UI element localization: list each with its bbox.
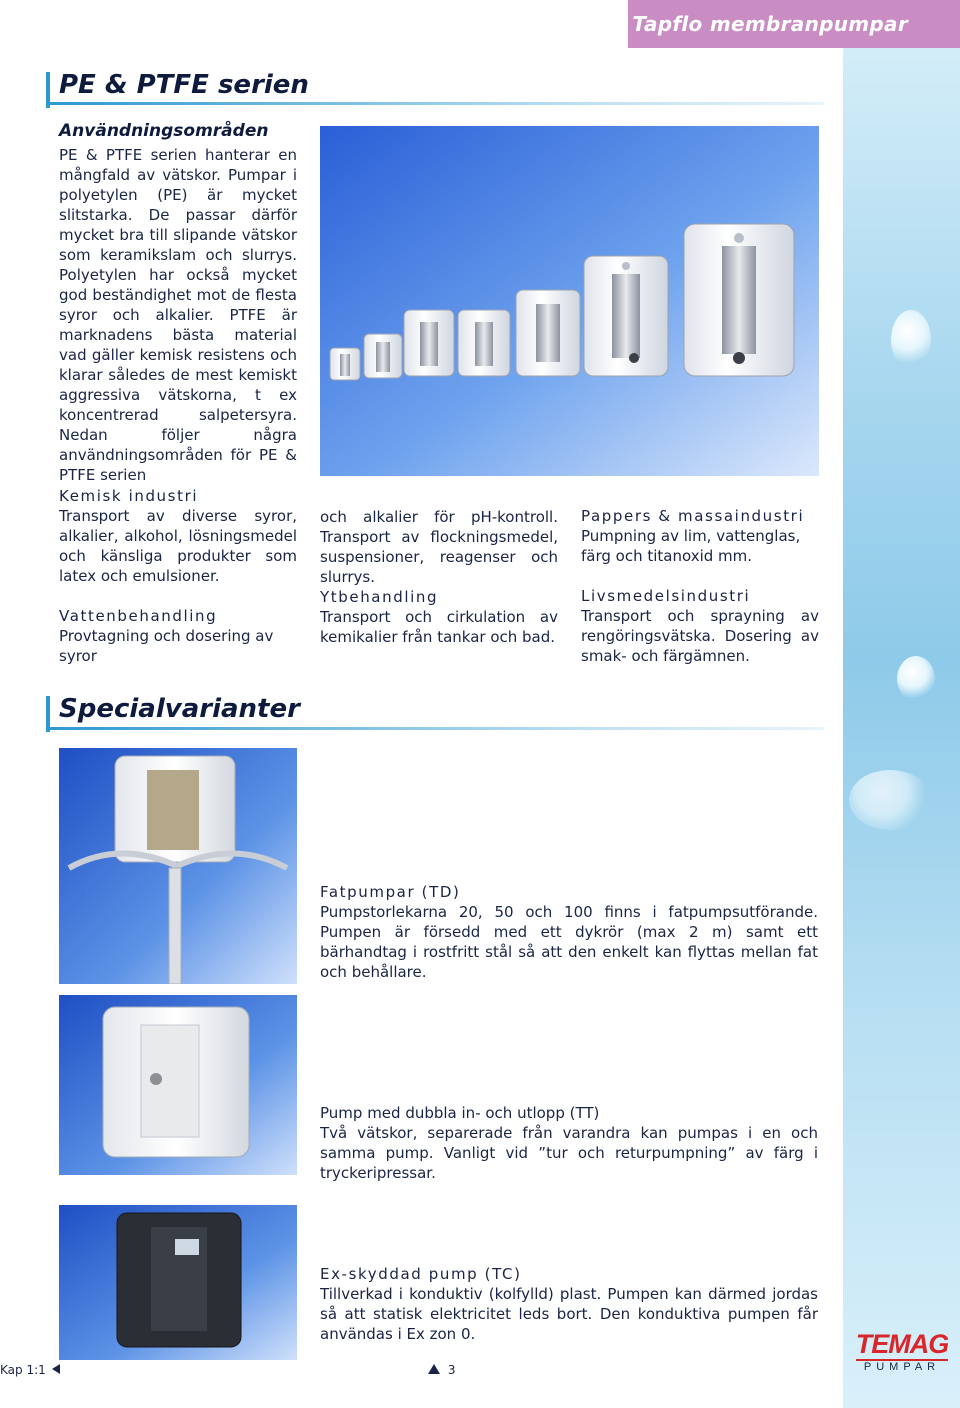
industry-block-livsmedel bbox=[581, 586, 819, 666]
industry-label: Livsmedelsindustri bbox=[581, 587, 751, 605]
industry-label: Vattenbehandling bbox=[59, 607, 218, 625]
page-number-value: 3 bbox=[447, 1363, 456, 1377]
header-band bbox=[628, 0, 960, 48]
industry-label: Pappers & massaindustri bbox=[581, 507, 805, 525]
industry-text: Pumpning av lim, vattenglas, färg och titanoxid mm. bbox=[581, 527, 801, 565]
variant-label: Fatpumpar (TD) bbox=[320, 883, 461, 901]
temag-logo bbox=[852, 1330, 952, 1376]
header-title: Tapflo membranpumpar bbox=[632, 12, 908, 36]
double-port-pump-photo bbox=[59, 995, 297, 1175]
pump-lineup-photo bbox=[320, 126, 819, 476]
chapter-link[interactable] bbox=[0, 1363, 60, 1377]
industry-block-yt bbox=[320, 587, 558, 647]
variant-block-tc bbox=[320, 1264, 818, 1344]
triangle-up-icon bbox=[428, 1364, 440, 1374]
ex-protected-pump-photo bbox=[59, 1205, 297, 1360]
industry-text: Transport och cirkulation av kemikalier från tankar och bad. bbox=[320, 608, 558, 646]
industry-text: Provtagning och dosering av syror bbox=[59, 627, 274, 665]
variant-text: Tillverkad i konduktiv (kolfylld) plast. Pumpen kan därmed jordas så att statisk elektricitet leds bort. Den konduktiva pumpen får användas i Ex zon 0. bbox=[320, 1285, 818, 1343]
pump-lineup-illustration bbox=[320, 126, 819, 476]
logo-wordmark: TEMAG bbox=[855, 1329, 949, 1359]
variant-block-td bbox=[320, 882, 818, 982]
variant-text: Pumpstorlekarna 20, 50 och 100 finns i fatpumpsutförande. Pumpen är försedd med ett dykrör (max 2 m) samt ett bärhandtag i rostfritt stål så att den enkelt kan flyttas mellan fat och behållare. bbox=[320, 903, 818, 981]
chapter-label: Kap 1:1 bbox=[0, 1363, 46, 1377]
logo-subtitle: PUMPAR bbox=[863, 1361, 941, 1373]
title-underline bbox=[46, 727, 824, 730]
industry-text: Transport och sprayning av rengöringsvätska. Dosering av smak- och färgämnen. bbox=[581, 607, 819, 665]
industry-label: Ytbehandling bbox=[320, 588, 439, 606]
industry-label: Kemisk industri bbox=[59, 487, 199, 505]
section-title: Specialvarianter bbox=[59, 694, 300, 724]
variant-label: Ex-skyddad pump (TC) bbox=[320, 1265, 522, 1283]
industry-block-pappers bbox=[581, 506, 819, 566]
intro-paragraph: PE & PTFE serien hanterar en mångfald av vätskor. Pumpar i polyetylen (PE) är mycket slitstarka. De passar därför mycket bra till slipande vätskor som keramikslam och slurrys. Polyetylen har också mycket god beständighet mot de flesta syror och alkalier. PTFE är marknadens bästa material vad gäller kemisk resistens och klarar således de mest kemiskt aggressiva vätskorna, t ex koncentrerad salpetersyra. Nedan följer några användningsområden för PE & PTFE serien bbox=[59, 146, 297, 484]
water-drop bbox=[849, 770, 931, 830]
triangle-left-icon bbox=[52, 1364, 60, 1374]
industry-block-vatten-cont bbox=[320, 507, 558, 587]
industry-text: och alkalier för pH-kontroll. Transport av flockningsmedel, suspensioner, reagenser och slurrys. bbox=[320, 508, 558, 586]
drum-pump-photo bbox=[59, 748, 297, 984]
variant-block-tt bbox=[320, 1103, 818, 1183]
industry-block-vatten bbox=[59, 606, 297, 666]
variant-text: Pump med dubbla in- och utlopp (TT) Två vätskor, separerade från varandra kan pumpas i en och samma pump. Vanligt vid ”tur och returpumpning” av färg i tryckeripressar. bbox=[320, 1104, 818, 1182]
page-number bbox=[428, 1363, 455, 1377]
water-drop bbox=[891, 310, 931, 370]
section-subtitle: Användningsområden bbox=[59, 121, 269, 141]
section-title: PE & PTFE serien bbox=[59, 70, 309, 100]
industry-text: Transport av diverse syror, alkalier, alkohol, lösningsmedel och känsliga produkter som latex och emulsioner. bbox=[59, 507, 297, 585]
title-underline bbox=[46, 102, 824, 105]
water-drop bbox=[897, 656, 935, 702]
water-background-strip bbox=[843, 48, 960, 1408]
industry-block-kemisk bbox=[59, 486, 297, 586]
